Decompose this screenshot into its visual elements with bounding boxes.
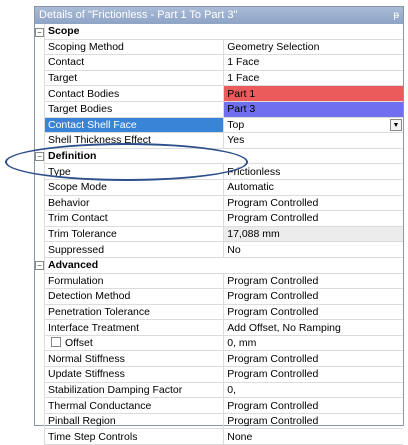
row-label: Time Step Controls — [45, 429, 224, 445]
row-label: Target Bodies — [45, 101, 224, 117]
row-value[interactable]: 0, mm — [224, 335, 403, 351]
row-type[interactable] — [35, 164, 403, 180]
row-target-bodies[interactable] — [35, 101, 403, 117]
offset-checkbox[interactable] — [51, 337, 61, 347]
row-formulation[interactable] — [35, 273, 403, 289]
row-label: Detection Method — [45, 289, 224, 305]
details-title-bar — [35, 7, 403, 24]
row-behavior[interactable] — [35, 195, 403, 211]
row-scoping-method[interactable] — [35, 39, 403, 55]
row-trim-tolerance[interactable] — [35, 226, 403, 242]
row-label: Offset — [65, 337, 93, 350]
section-label: Advanced — [45, 257, 404, 273]
row-value[interactable]: Program Controlled — [224, 195, 403, 211]
row-value[interactable]: Program Controlled — [224, 304, 403, 320]
row-value[interactable]: Program Controlled — [224, 273, 403, 289]
details-title: Details of "Frictionless - Part 1 To Part 3" — [39, 9, 238, 21]
row-value[interactable]: Automatic — [224, 179, 403, 195]
dropdown-value: Top — [227, 118, 245, 131]
row-value[interactable]: Part 1 — [224, 86, 403, 102]
row-trim-contact[interactable] — [35, 211, 403, 227]
row-value[interactable]: 17,088 mm — [224, 226, 403, 242]
row-value[interactable]: Program Controlled — [224, 398, 403, 414]
row-label: Stabilization Damping Factor — [45, 382, 224, 398]
offset-label-cell — [45, 335, 224, 351]
contact-shell-face-dropdown[interactable] — [224, 117, 403, 133]
row-value[interactable]: Part 3 — [224, 101, 403, 117]
row-value[interactable]: 0, — [224, 382, 403, 398]
row-value[interactable]: Program Controlled — [224, 413, 403, 429]
row-scope-mode[interactable] — [35, 179, 403, 195]
row-contact[interactable] — [35, 55, 403, 71]
row-label: Thermal Conductance — [45, 398, 224, 414]
collapse-definition-icon[interactable]: − — [35, 152, 44, 161]
row-value[interactable]: Yes — [224, 133, 403, 149]
row-value[interactable]: Program Controlled — [224, 367, 403, 383]
row-label: Contact Bodies — [45, 86, 224, 102]
row-label: Shell Thickness Effect — [45, 133, 224, 149]
row-stabilization-damping-factor[interactable] — [35, 382, 403, 398]
row-penetration-tolerance[interactable] — [35, 304, 403, 320]
row-value[interactable]: Frictionless — [224, 164, 403, 180]
section-scope[interactable] — [35, 24, 403, 39]
row-label: Formulation — [45, 273, 224, 289]
row-suppressed[interactable] — [35, 242, 403, 258]
row-thermal-conductance[interactable] — [35, 398, 403, 414]
row-label: Trim Contact — [45, 211, 224, 227]
row-value[interactable]: 1 Face — [224, 70, 403, 86]
row-detection-method[interactable] — [35, 289, 403, 305]
section-definition[interactable] — [35, 148, 403, 164]
row-label: Suppressed — [45, 242, 224, 258]
row-label: Trim Tolerance — [45, 226, 224, 242]
row-label: Pinball Region — [45, 413, 224, 429]
row-value[interactable]: Program Controlled — [224, 211, 403, 227]
collapse-scope-icon[interactable]: − — [35, 28, 44, 37]
dropdown-arrow-icon[interactable]: ▼ — [390, 119, 402, 131]
row-label: Penetration Tolerance — [45, 304, 224, 320]
row-label: Behavior — [45, 195, 224, 211]
row-contact-shell-face[interactable] — [35, 117, 403, 133]
row-normal-stiffness[interactable] — [35, 351, 403, 367]
row-label: Contact — [45, 55, 224, 71]
row-label: Update Stiffness — [45, 367, 224, 383]
row-label: Target — [45, 70, 224, 86]
row-label: Type — [45, 164, 224, 180]
row-label: Contact Shell Face — [45, 117, 224, 133]
row-target[interactable] — [35, 70, 403, 86]
row-contact-bodies[interactable] — [35, 86, 403, 102]
row-label: Scope Mode — [45, 179, 224, 195]
row-label: Scoping Method — [45, 39, 224, 55]
row-value[interactable]: Program Controlled — [224, 351, 403, 367]
row-time-step-controls[interactable] — [35, 429, 403, 445]
row-interface-treatment[interactable] — [35, 320, 403, 336]
row-value[interactable]: None — [224, 429, 403, 445]
section-label: Definition — [45, 148, 404, 164]
row-value[interactable]: Program Controlled — [224, 289, 403, 305]
row-label: Interface Treatment — [45, 320, 224, 336]
details-grid — [35, 24, 403, 445]
pin-icon[interactable]: ᵽ — [393, 10, 399, 21]
section-advanced[interactable] — [35, 257, 403, 273]
row-value[interactable]: Add Offset, No Ramping — [224, 320, 403, 336]
row-value[interactable]: No — [224, 242, 403, 258]
row-label: Normal Stiffness — [45, 351, 224, 367]
row-value[interactable]: Geometry Selection — [224, 39, 403, 55]
collapse-advanced-icon[interactable]: − — [35, 261, 44, 270]
details-panel — [34, 6, 404, 443]
row-update-stiffness[interactable] — [35, 367, 403, 383]
row-shell-thickness-effect[interactable] — [35, 133, 403, 149]
section-label: Scope — [45, 24, 404, 39]
row-value[interactable]: 1 Face — [224, 55, 403, 71]
row-offset[interactable] — [35, 335, 403, 351]
